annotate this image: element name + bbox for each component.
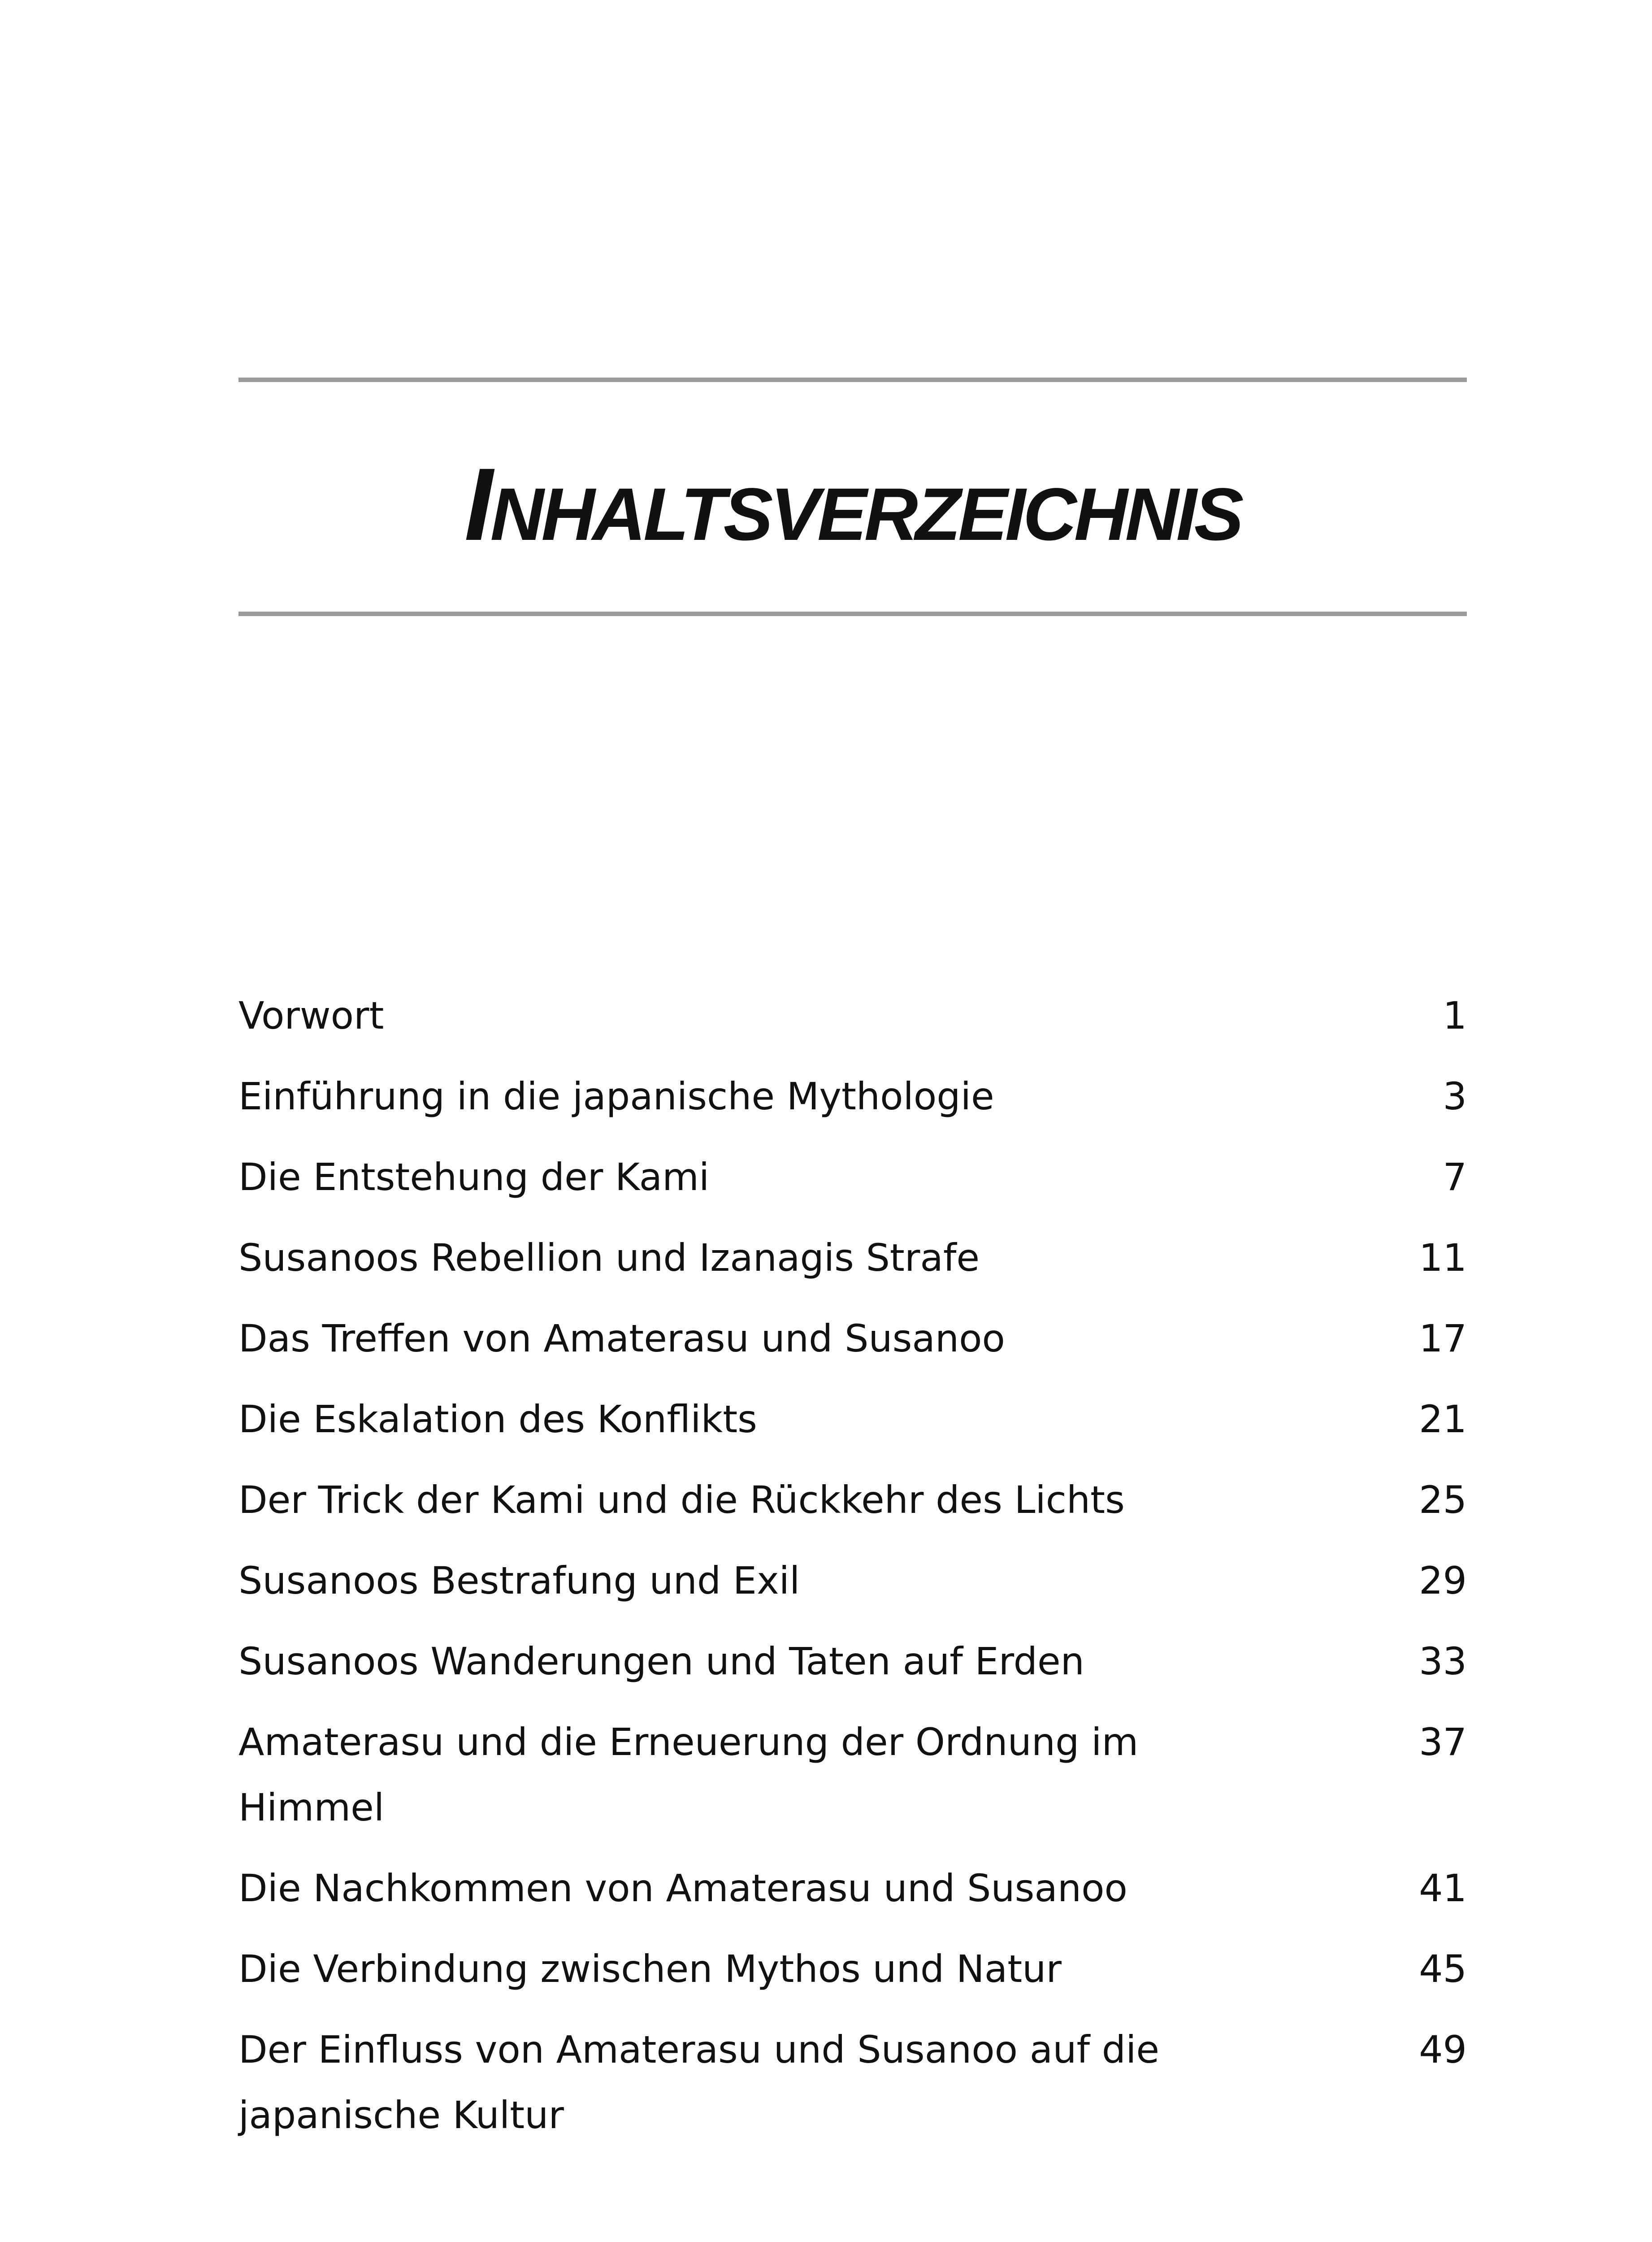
toc-entry-title: Das Treffen von Amaterasu und Susanoo (238, 1317, 1005, 1360)
toc-entry-entstehung-kami[interactable] (238, 1144, 1467, 1210)
toc-entry-einfluss-kultur[interactable] (238, 2017, 1467, 2148)
toc-entry-page: 21 (1419, 1397, 1467, 1441)
toc-entry-title: Der Trick der Kami und die Rückkehr des Lichts (238, 1478, 1125, 1522)
toc-entry-title: Die Entstehung der Kami (238, 1155, 710, 1199)
toc-entry-title: Die Nachkommen von Amaterasu und Susanoo (238, 1866, 1127, 1910)
toc-entry-title: Vorwort (238, 994, 384, 1038)
title-rule-bottom (238, 612, 1467, 616)
toc-entry-page: 7 (1443, 1155, 1467, 1199)
toc-entry-title: Die Eskalation des Konflikts (238, 1397, 757, 1441)
toc-entry-page: 25 (1419, 1478, 1467, 1522)
toc-entry-page: 37 (1419, 1720, 1467, 1764)
toc-entry-trick-der-kami[interactable] (238, 1467, 1467, 1533)
page-title-initial: I (464, 447, 490, 562)
toc-entry-nachkommen[interactable] (238, 1855, 1467, 1921)
toc-entry-vorwort[interactable] (238, 983, 1467, 1048)
toc-entry-susanoos-rebellion[interactable] (238, 1225, 1467, 1290)
page-title-rest: NHALTSVERZEICHNIS (490, 473, 1241, 556)
toc-entry-page: 29 (1419, 1559, 1467, 1603)
toc-entry-erneuerung-ordnung[interactable] (238, 1709, 1467, 1840)
toc-entry-page: 33 (1419, 1639, 1467, 1683)
toc-entry-title: Susanoos Rebellion und Izanagis Strafe (238, 1236, 980, 1280)
toc-entry-wanderungen[interactable] (238, 1629, 1467, 1694)
table-of-contents (238, 983, 1467, 2163)
toc-entry-title: Susanoos Wanderungen und Taten auf Erden (238, 1639, 1084, 1683)
title-rule-top (238, 378, 1467, 382)
toc-entry-einfuehrung[interactable] (238, 1064, 1467, 1129)
toc-entry-treffen[interactable] (238, 1306, 1467, 1371)
toc-entry-title: Amaterasu und die Erneuerung der Ordnung im Himmel (238, 1720, 1139, 1829)
toc-entry-page: 41 (1419, 1866, 1467, 1910)
toc-entry-page: 17 (1419, 1317, 1467, 1360)
page-title (238, 448, 1467, 560)
toc-entry-mythos-natur[interactable] (238, 1936, 1467, 2002)
toc-entry-page: 1 (1443, 994, 1467, 1038)
toc-entry-page: 11 (1419, 1236, 1467, 1280)
toc-entry-page: 3 (1443, 1074, 1467, 1118)
toc-entry-title: Einführung in die japanische Mythologie (238, 1074, 994, 1118)
toc-entry-eskalation[interactable] (238, 1386, 1467, 1452)
toc-entry-page: 45 (1419, 1947, 1467, 1991)
toc-entry-title: Der Einfluss von Amaterasu und Susanoo auf die japanische Kultur (238, 2028, 1160, 2137)
toc-entry-bestrafung-exil[interactable] (238, 1548, 1467, 1613)
toc-entry-title: Die Verbindung zwischen Mythos und Natur (238, 1947, 1062, 1991)
toc-entry-page: 49 (1419, 2028, 1467, 2072)
toc-entry-title: Susanoos Bestrafung und Exil (238, 1559, 800, 1603)
